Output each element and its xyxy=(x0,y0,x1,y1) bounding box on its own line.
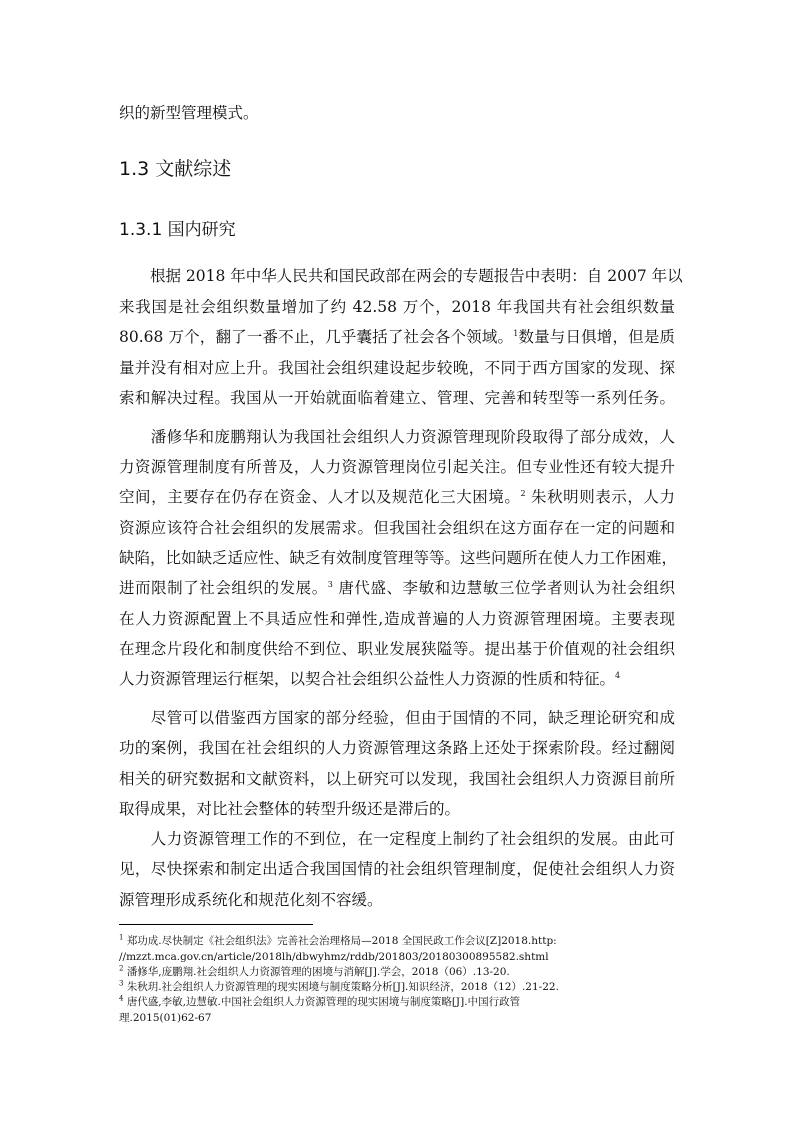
text-run: 数量与日俱增，但是质 xyxy=(518,328,675,346)
text-run: 空间，主要存在仍存在资金、人才以及规范化三大困境。 xyxy=(119,488,521,506)
paragraph-2-line-9 xyxy=(119,669,620,689)
paragraph-3-line-3: 相关的研究数据和文献资料，以上研究可以发现，我国社会组织人力资源目前所 xyxy=(119,770,675,788)
text-run: 人力资源管理运行框架，以契合社会组织公益性人力资源的性质和特征。 xyxy=(119,670,616,688)
paragraph-2-line-7: 在人力资源配置上不具适应性和弹性,造成普遍的人力资源管理困境。主要表现 xyxy=(119,610,675,628)
paragraph-4-line-3: 源管理形成系统化和规范化刻不容缓。 xyxy=(119,891,383,909)
footnote-1 xyxy=(119,934,557,948)
footnote-number: 3 xyxy=(119,979,124,988)
paragraph-1-line-5: 索和解决过程。我国从一开始就面临着建立、管理、完善和转型等一系列任务。 xyxy=(119,389,675,407)
footnote-text: 潘修华,庞鹏翔.社会组织人力资源管理的困境与消解[J].学会，2018（06）.13-20. xyxy=(126,966,510,978)
footnote-separator xyxy=(119,924,313,925)
text-run: 朱秋明则表示，人力 xyxy=(525,488,675,506)
footnote-ref-1[interactable]: 1 xyxy=(513,328,519,338)
text-run: 进而限制了社会组织的发展。 xyxy=(119,579,328,597)
paragraph-3-line-4: 取得成果，对比社会整体的转型升级还是滞后的。 xyxy=(119,800,461,818)
footnote-number: 4 xyxy=(119,994,124,1003)
footnote-ref-2[interactable]: 2 xyxy=(520,488,526,498)
paragraph-4-line-2: 见，尽快探索和制定出适合我国国情的社会组织管理制度，促使社会组织人力资 xyxy=(119,860,675,878)
footnote-4-cont: 理.2015(01)62-67 xyxy=(119,1012,212,1024)
paragraph-2-line-6 xyxy=(119,578,675,598)
paragraph-1-line-3 xyxy=(119,327,675,347)
paragraph-3-line-1: 尽管可以借鉴西方国家的部分经验，但由于国情的不同，缺乏理论研究和成 xyxy=(119,709,675,727)
footnote-number: 2 xyxy=(119,964,124,973)
footnote-4 xyxy=(119,995,520,1009)
paragraph-2-line-2: 力资源管理制度有所普及，人力资源管理岗位引起关注。但专业性还有较大提升 xyxy=(119,458,675,476)
paragraph-1-line-1: 根据 2018 年中华人民共和国民政部在两会的专题报告中表明：自 2007 年以 xyxy=(119,267,683,285)
footnote-text: 郑功成.尽快制定《社会组织法》完善社会治理格局—2018 全国民政工作会议[Z]2018.http: xyxy=(126,935,557,947)
paragraph-4-line-1: 人力资源管理工作的不到位，在一定程度上制约了社会组织的发展。由此可 xyxy=(119,830,675,848)
paragraph-2-line-5: 缺陷，比如缺乏适应性、缺乏有效制度管理等等。这些问题所在使人力工作困难， xyxy=(119,549,678,567)
footnote-number: 1 xyxy=(119,933,124,942)
footnote-3 xyxy=(119,980,559,994)
paragraph-2-line-8: 在理念片段化和制度供给不到位、职业发展狭隘等。提出基于价值观的社会组织 xyxy=(119,640,675,658)
footnote-text: 唐代盛,李敏,边慧敏.中国社会组织人力资源管理的现实困境与制度策略[J].中国行政管 xyxy=(126,996,521,1008)
paragraph-2-line-1: 潘修华和庞鹏翔认为我国社会组织人力资源管理现阶段取得了部分成效，人 xyxy=(119,428,675,446)
paragraph-3-line-2: 功的案例，我国在社会组织的人力资源管理这条路上还处于探索阶段。经过翻阅 xyxy=(119,739,675,757)
footnote-text: 朱秋玥.社会组织人力资源管理的现实困境与制度策略分析[J].知识经济，2018（12）.21-22. xyxy=(126,981,559,993)
footnote-ref-4[interactable]: 4 xyxy=(615,670,621,680)
footnote-2 xyxy=(119,965,510,979)
footnote-1-cont[interactable]: //mzzt.mca.gov.cn/article/2018lh/dbwyhmz/rddb/201803/20180300895582.shtml xyxy=(119,951,549,963)
footnote-ref-3[interactable]: 3 xyxy=(327,579,333,589)
section-heading: 1.3 文献综述 xyxy=(119,158,232,180)
subsection-heading: 1.3.1 国内研究 xyxy=(119,220,236,240)
paragraph-1-line-2: 来我国是社会组织数量增加了约 42.58 万个，2018 年我国共有社会组织数量 xyxy=(119,298,675,316)
paragraph-2-line-4: 资源应该符合社会组织的发展需求。但我国社会组织在这方面存在一定的问题和 xyxy=(119,519,675,537)
text-run: 唐代盛、李敏和边慧敏三位学者则认为社会组织 xyxy=(332,579,675,597)
text-run: 80.68 万个，翻了一番不止，几乎囊括了社会各个领域。 xyxy=(119,328,514,346)
paragraph-1-line-4: 量并没有相对应上升。我国社会组织建设起步较晚，不同于西方国家的发现、探 xyxy=(119,359,675,377)
paragraph-2-line-3 xyxy=(119,487,675,507)
lead-line: 织的新型管理模式。 xyxy=(119,104,259,122)
